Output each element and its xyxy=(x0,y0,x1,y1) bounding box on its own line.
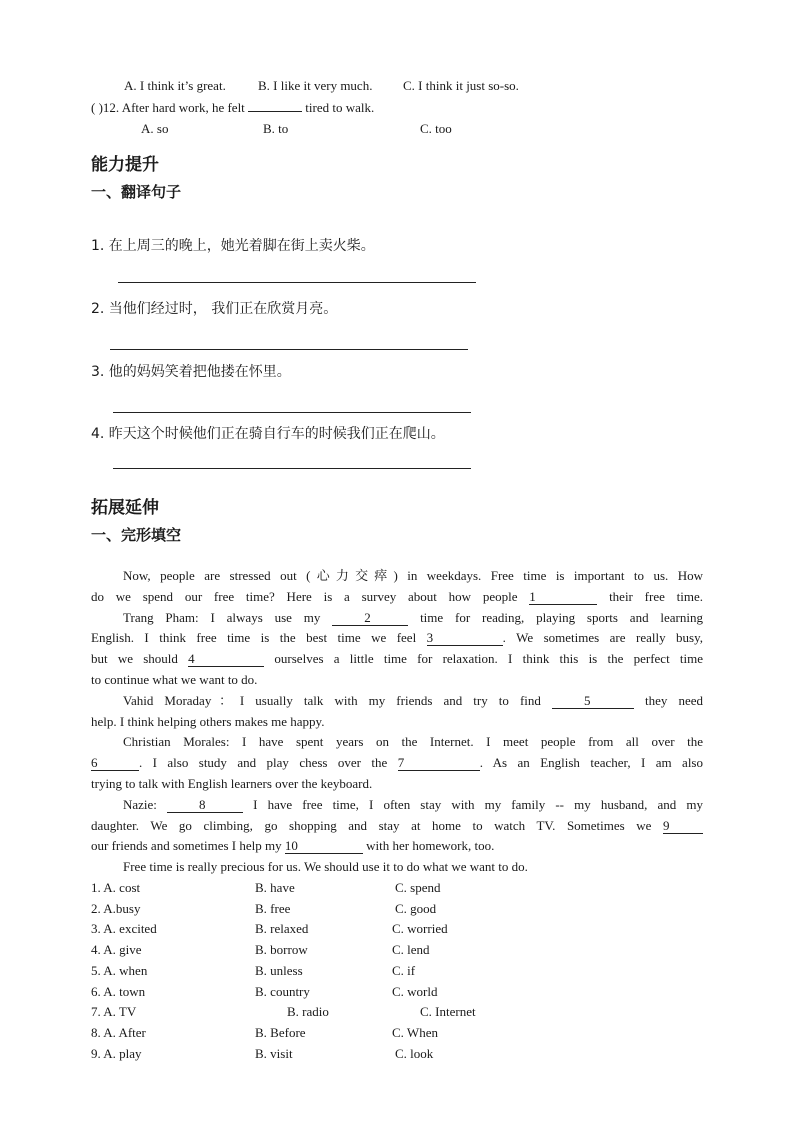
q12-option-b: B. to xyxy=(263,121,289,136)
passage-text: . I also study and play chess over the xyxy=(139,755,388,771)
cloze-blank-5[interactable]: 5 xyxy=(552,694,634,709)
q12-answer-paren: ( ) xyxy=(91,100,103,115)
passage-text: with her homework, too. xyxy=(366,838,495,854)
passage-text: time for reading, playing sports and learning xyxy=(420,609,703,625)
choice-9-b: B. visit xyxy=(255,1046,293,1061)
passage-text: our friends and sometimes I help my xyxy=(91,838,282,854)
choice-3-b: B. relaxed xyxy=(255,921,309,936)
passage-line xyxy=(91,691,703,712)
answer-line-1[interactable] xyxy=(118,282,476,283)
passage-text: do we spend our free time? Here is a survey about how people xyxy=(91,588,518,604)
passage-line xyxy=(91,816,703,837)
passage-line xyxy=(91,608,703,629)
passage-line xyxy=(91,774,703,795)
answer-line-2[interactable] xyxy=(110,349,468,350)
translate-item-4: 4. 昨天这个时候他们正在骑自行车的时候我们正在爬山。 xyxy=(91,426,445,442)
choice-3-c: C. worried xyxy=(392,921,448,936)
cloze-blank-6[interactable]: 6 xyxy=(91,756,139,771)
passage-text: help. I think helping others makes me happy. xyxy=(91,713,325,729)
q12-text-pre: 12. After hard work, he felt xyxy=(102,100,245,115)
passage-line xyxy=(91,753,703,774)
choice-7-a: 7. A. TV xyxy=(91,1004,137,1019)
section-subtitle-translate: 一、翻译句子 xyxy=(91,183,182,201)
q12-option-a: A. so xyxy=(141,121,169,136)
answer-line-3[interactable] xyxy=(113,412,471,413)
passage-text: ourselves a little time for relaxation. I think this is the perfect time xyxy=(274,651,704,667)
passage-line xyxy=(91,795,703,816)
choice-8-a: 8. A. After xyxy=(91,1025,146,1040)
passage-text: but we should xyxy=(91,651,178,667)
passage-text: Nazie: xyxy=(123,796,157,812)
choice-8-b: B. Before xyxy=(255,1025,306,1040)
passage-text: Now, people are stressed out (心力交瘁) in weekdays. Free time is important to us. How xyxy=(123,568,703,583)
passage-line xyxy=(91,587,703,608)
passage-text: Free time is really precious for us. We should use it to do what we want to do. xyxy=(123,859,528,875)
choice-6-b: B. country xyxy=(255,984,310,999)
choice-8-c: C. When xyxy=(392,1025,438,1040)
cloze-blank-4[interactable]: 4 xyxy=(188,652,264,667)
choice-2-a: 2. A.busy xyxy=(91,901,141,916)
translate-item-3: 3. 他的妈妈笑着把他搂在怀里。 xyxy=(91,364,291,380)
passage-text: Trang Pham: I always use my xyxy=(123,609,321,625)
choice-7-c: C. Internet xyxy=(420,1004,476,1019)
cloze-blank-9[interactable]: 9 xyxy=(663,819,703,834)
choice-1-c: C. spend xyxy=(395,880,441,895)
translate-item-2: 2. 当他们经过时， 我们正在欣赏月亮。 xyxy=(91,301,338,317)
passage-line xyxy=(91,857,703,878)
answer-line-4[interactable] xyxy=(113,468,471,469)
choice-5-c: C. if xyxy=(392,963,416,978)
translate-item-1: 1. 在上周三的晚上，她光着脚在街上卖火柴。 xyxy=(91,238,375,254)
passage-text: . As an English teacher, I am also xyxy=(479,755,703,771)
choice-7-b: B. radio xyxy=(287,1004,329,1019)
choice-4-c: C. lend xyxy=(392,942,430,957)
section-title-ability: 能力提升 xyxy=(91,155,159,175)
passage-line xyxy=(91,670,703,691)
q11-option-b: B. I like it very much. xyxy=(258,78,373,93)
choice-9-c: C. look xyxy=(395,1046,434,1061)
choice-5-a: 5. A. when xyxy=(91,963,148,978)
passage-text: daughter. We go climbing, go shopping and stay at home to watch TV. Sometimes we xyxy=(91,817,652,833)
choice-6-c: C. world xyxy=(392,984,438,999)
passage-text: they need xyxy=(645,692,704,708)
choice-2-c: C. good xyxy=(395,901,437,916)
choice-9-a: 9. A. play xyxy=(91,1046,142,1061)
q12-text-post: tired to walk. xyxy=(305,100,375,115)
choice-5-b: B. unless xyxy=(255,963,303,978)
passage-text: trying to talk with English learners over the keyboard. xyxy=(91,775,373,791)
choice-1-a: 1. A. cost xyxy=(91,880,141,895)
passage-text: Vahid Moraday：I usually talk with my friends and try to find xyxy=(123,692,541,708)
q12-option-c: C. too xyxy=(420,121,452,136)
passage-text: English. I think free time is the best time we feel xyxy=(91,630,417,646)
cloze-blank-2[interactable]: 2 xyxy=(332,611,408,626)
q11-option-c: C. I think it just so-so. xyxy=(403,78,519,93)
cloze-blank-7[interactable]: 7 xyxy=(398,756,480,771)
passage-line xyxy=(91,649,703,670)
section-title-extend: 拓展延伸 xyxy=(91,498,159,518)
passage-line xyxy=(91,566,703,587)
passage-text: to continue what we want to do. xyxy=(91,671,258,687)
cloze-blank-10[interactable]: 10 xyxy=(285,839,363,854)
q12-blank[interactable] xyxy=(248,111,302,112)
choice-3-a: 3. A. excited xyxy=(91,921,157,936)
passage-text: . We sometimes are really busy, xyxy=(502,630,704,646)
choice-1-b: B. have xyxy=(255,880,295,895)
section-subtitle-cloze: 一、完形填空 xyxy=(91,526,182,544)
passage-text: I have free time, I often stay with my family -- my husband, and my xyxy=(253,796,704,812)
cloze-blank-8[interactable]: 8 xyxy=(167,798,243,813)
passage-line xyxy=(91,836,703,857)
cloze-passage xyxy=(91,566,703,878)
passage-line xyxy=(91,628,703,649)
cloze-blank-1[interactable]: 1 xyxy=(529,590,597,605)
passage-line xyxy=(91,732,703,753)
choice-2-b: B. free xyxy=(255,901,291,916)
choice-4-a: 4. A. give xyxy=(91,942,142,957)
choice-4-b: B. borrow xyxy=(255,942,308,957)
choice-6-a: 6. A. town xyxy=(91,984,146,999)
q12-stem xyxy=(91,100,374,116)
q11-option-a: A. I think it’s great. xyxy=(124,78,226,93)
cloze-blank-3[interactable]: 3 xyxy=(427,631,503,646)
passage-text: their free time. xyxy=(609,588,703,604)
passage-line xyxy=(91,712,703,733)
passage-text: Christian Morales: I have spent years on the Internet. I meet people from all over the xyxy=(123,734,703,750)
